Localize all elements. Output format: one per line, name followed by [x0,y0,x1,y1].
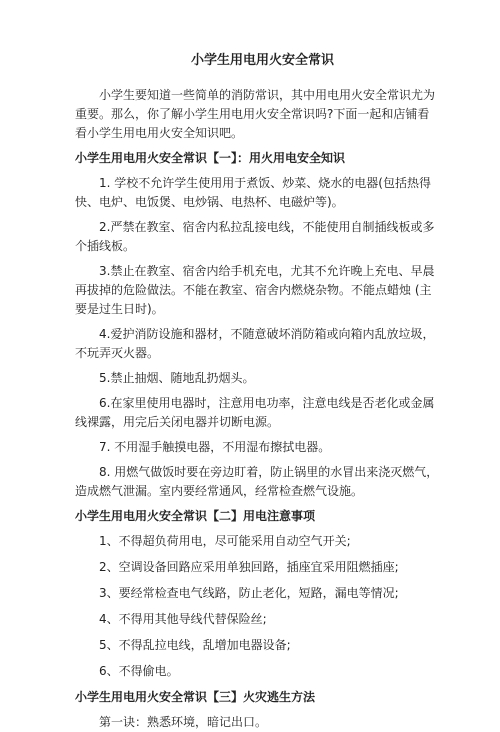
section-1-item: 1. 学校不允许学生使用用于煮饭、炒菜、烧水的电器(包括热得快、电炉、电饭煲、电炒锅、电热杯、电磁炉等)。 [75,176,431,209]
section-1-item: 8. 用燃气做饭时要在旁边盯着，防止锅里的水冒出来浇灭燃气，造成燃气泄漏。室内要经常通风，经常检查燃气设施。 [75,465,439,498]
section-1-item: 7. 不用湿手触摸电器，不用湿布擦拭电器。 [99,440,331,454]
section-heading-2: 小学生用电用火安全常识【二】用电注意事项 [75,509,316,523]
section-1-item: 6.在家里使用电器时，注意用电功率，注意电线是否老化或金属线裸露，用完后关闭电器并切断电源。 [75,396,435,429]
section-2-item: 5、不得乱拉电线，乱增加电器设备; [99,638,291,652]
section-1-item: 4.爱护消防设施和器材，不随意破坏消防箱或向箱内乱放垃圾，不玩弄灭火器。 [75,327,435,360]
section-1-item: 5.禁止抽烟、随地乱扔烟头。 [99,371,255,385]
section-3-item: 第一诀：熟悉环境，暗记出口。 [99,715,268,729]
section-2-item: 2、空调设备回路应采用单独回路，插座宜采用阻燃插座; [99,560,399,574]
section-2-item: 1、不得超负荷用电，尽可能采用自动空气开关; [99,534,351,548]
section-1-item: 3.禁止在教室、宿舍内给手机充电，尤其不允许晚上充电、早晨再拔掉的危险做法。不能在教室、宿舍内燃烧杂物。不能点蜡烛 (主要是过生日时)。 [75,264,435,316]
section-1-item: 2.严禁在教室、宿舍内私拉乱接电线，不能使用自制插线板或多个插线板。 [75,220,435,253]
section-heading-1: 小学生用电用火安全常识【一】：用火用电安全知识 [75,151,346,165]
section-2-item: 4、不得用其他导线代替保险丝; [99,612,267,626]
section-heading-3: 小学生用电用火安全常识【三】火灾逃生方法 [75,690,316,704]
page-title: 小学生用电用火安全常识 [190,53,334,68]
section-2-item: 3、要经常检查电气线路，防止老化，短路，漏电等情况; [99,586,399,600]
intro-paragraph: 小学生要知道一些简单的消防常识，其中用电用火安全常识尤为重要。那么，你了解小学生用电用火安全常识吗?下面一起和店铺看看小学生用电用火安全知识吧。 [75,88,436,140]
section-2-item: 6、不得偷电。 [99,664,179,678]
